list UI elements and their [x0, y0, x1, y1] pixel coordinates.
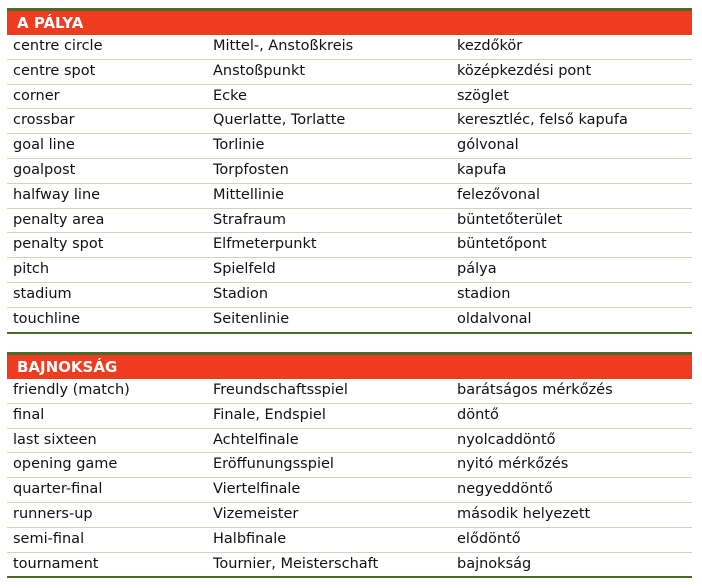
- english-term: centre spot: [13, 62, 96, 79]
- table-row: [7, 283, 692, 308]
- german-term: Vizemeister: [213, 505, 299, 522]
- table-row: [7, 233, 692, 258]
- german-term: Mittel-, Anstoßkreis: [213, 38, 354, 54]
- table-row: [7, 209, 692, 234]
- table-row: [7, 35, 692, 60]
- hungarian-term: oldalvonal: [457, 310, 532, 327]
- hungarian-term: stadion: [457, 285, 511, 302]
- german-term: Querlatte, Torlatte: [213, 112, 346, 129]
- table-a-palya: [7, 8, 692, 334]
- english-term: last sixteen: [13, 431, 97, 448]
- table-row: [7, 258, 692, 283]
- german-term: Achtelfinale: [213, 431, 299, 448]
- hungarian-term: keresztléc, felső kapufa: [457, 112, 628, 129]
- german-term: Torpfosten: [213, 161, 289, 178]
- section-header: BAJNOKSÁG: [7, 355, 692, 379]
- english-term: stadium: [13, 285, 72, 302]
- german-term: Ecke: [213, 87, 247, 104]
- table-row: [7, 429, 692, 454]
- german-term: Strafraum: [213, 211, 287, 228]
- german-term: Finale, Endspiel: [213, 406, 326, 423]
- english-term: goalpost: [13, 161, 76, 178]
- english-term: goal line: [13, 137, 75, 154]
- german-term: Anstoßpunkt: [213, 62, 306, 79]
- german-term: Freundschaftsspiel: [213, 382, 348, 398]
- table-row: [7, 503, 692, 528]
- hungarian-term: felezővonal: [457, 186, 541, 203]
- english-term: runners-up: [13, 505, 93, 522]
- german-term: Seitenlinie: [213, 310, 290, 327]
- hungarian-term: kezdőkör: [457, 38, 523, 54]
- hungarian-term: középkezdési pont: [457, 62, 592, 79]
- table-row: [7, 109, 692, 134]
- hungarian-term: gólvonal: [457, 137, 519, 154]
- hungarian-term: barátságos mérkőzés: [457, 382, 613, 398]
- english-term: final: [13, 406, 45, 423]
- english-term: tournament: [13, 555, 99, 572]
- hungarian-term: pálya: [457, 261, 497, 278]
- english-term: centre circle: [13, 38, 103, 54]
- table-body: [7, 35, 692, 334]
- english-term: penalty spot: [13, 236, 104, 253]
- german-term: Stadion: [213, 285, 269, 302]
- table-row: [7, 308, 692, 334]
- hungarian-term: büntetőterület: [457, 211, 563, 228]
- table-row: [7, 553, 692, 579]
- hungarian-term: negyeddöntő: [457, 481, 553, 498]
- hungarian-term: kapufa: [457, 161, 507, 178]
- english-term: crossbar: [13, 112, 75, 129]
- table-row: [7, 478, 692, 503]
- hungarian-term: döntő: [457, 406, 499, 423]
- hungarian-term: nyitó mérkőzés: [457, 456, 569, 473]
- table-row: [7, 159, 692, 184]
- english-term: touchline: [13, 310, 81, 327]
- table-row: [7, 85, 692, 110]
- hungarian-term: bajnokság: [457, 555, 532, 572]
- hungarian-term: második helyezett: [457, 505, 591, 522]
- english-term: opening game: [13, 456, 118, 473]
- table-bajnoksag: [7, 352, 692, 578]
- hungarian-term: büntetőpont: [457, 236, 547, 253]
- german-term: Torlinie: [213, 137, 265, 154]
- table-row: [7, 60, 692, 85]
- hungarian-term: szöglet: [457, 87, 509, 104]
- english-term: quarter-final: [13, 481, 103, 498]
- english-term: corner: [13, 87, 60, 104]
- hungarian-term: nyolcaddöntő: [457, 431, 556, 448]
- english-term: penalty area: [13, 211, 105, 228]
- english-term: semi-final: [13, 530, 85, 547]
- german-term: Mittellinie: [213, 186, 285, 203]
- english-term: pitch: [13, 261, 50, 278]
- table-row: [7, 379, 692, 404]
- section-header: A PÁLYA: [7, 11, 692, 35]
- table-row: [7, 184, 692, 209]
- english-term: friendly (match): [13, 382, 130, 398]
- german-term: Elfmeterpunkt: [213, 236, 317, 253]
- german-term: Viertelfinale: [213, 481, 301, 498]
- english-term: halfway line: [13, 186, 101, 203]
- german-term: Tournier, Meisterschaft: [213, 555, 379, 572]
- hungarian-term: elődöntő: [457, 530, 521, 547]
- table-row: [7, 453, 692, 478]
- table-body: [7, 379, 692, 578]
- table-row: [7, 528, 692, 553]
- table-row: [7, 134, 692, 159]
- german-term: Halbfinale: [213, 530, 287, 547]
- german-term: Spielfeld: [213, 261, 276, 278]
- german-term: Eröffunungsspiel: [213, 456, 334, 473]
- table-row: [7, 404, 692, 429]
